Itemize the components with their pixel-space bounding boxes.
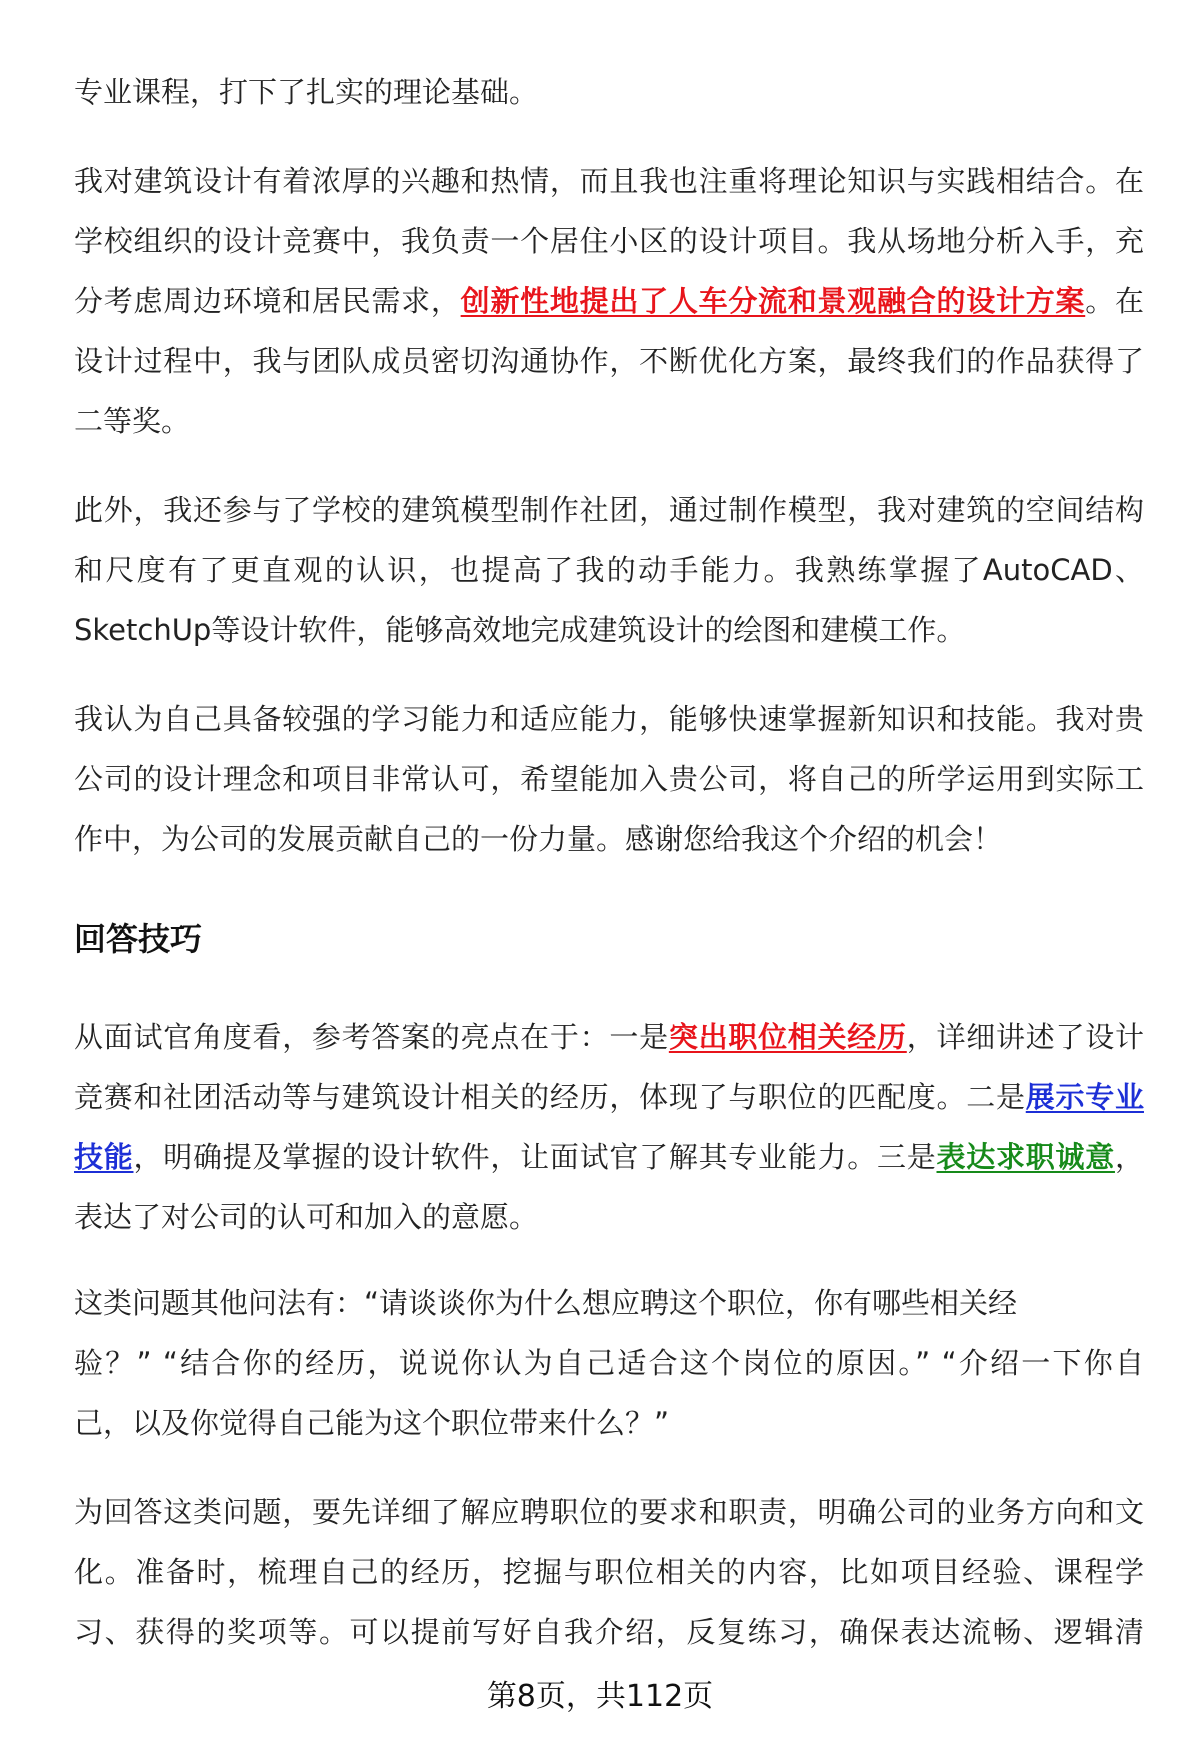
text-line: [74, 1273, 1144, 1333]
text-line: [74, 151, 1144, 211]
body-text: 这类问题其他问法有：“请谈谈你为什么想应聘这个职位，你有哪些相关经: [74, 1286, 1018, 1320]
text-line: [74, 540, 1144, 600]
body-text: 公司的设计理念和项目非常认可，希望能加入贵公司，将自己的所学运用到实际工: [74, 762, 1144, 796]
body-text: 学校组织的设计竞赛中，我负责一个居住小区的设计项目。我从场地分析入手，充: [74, 224, 1144, 258]
body-text: 己，以及你觉得自己能为这个职位带来什么？”: [74, 1406, 670, 1440]
highlighted-text: 创新性地提出了人车分流和景观融合的设计方案: [460, 284, 1086, 318]
paragraph: [74, 62, 1144, 122]
body-text: SketchUp等设计软件，能够高效地完成建筑设计的绘图和建模工作。: [74, 613, 966, 647]
text-line: [74, 809, 1144, 869]
section-heading: 回答技巧: [74, 920, 203, 958]
text-line: [74, 1007, 1144, 1067]
body-text: 和尺度有了更直观的认识，也提高了我的动手能力。我熟练掌握了AutoCAD、: [74, 553, 1144, 587]
text-line: [74, 331, 1144, 391]
text-line: [74, 1067, 1144, 1127]
body-text: 设计过程中，我与团队成员密切沟通协作，不断优化方案，最终我们的作品获得了: [74, 344, 1144, 378]
body-text: ，明确提及掌握的设计软件，让面试官了解其专业能力。三是: [133, 1140, 937, 1174]
text-line: [74, 391, 1144, 451]
body-text: 作中，为公司的发展贡献自己的一份力量。感谢您给我这个介绍的机会！: [74, 822, 1003, 856]
body-text: 习、获得的奖项等。可以提前写好自我介绍，反复练习，确保表达流畅、逻辑清: [74, 1615, 1144, 1649]
text-line: [74, 1393, 1144, 1453]
body-text: ，详细讲述了设计: [906, 1020, 1144, 1054]
text-line: [74, 749, 1144, 809]
body-text: 验？” “结合你的经历，说说你认为自己适合这个岗位的原因。” “介绍一下你自: [74, 1346, 1144, 1380]
text-line: [74, 211, 1144, 271]
text-line: [74, 480, 1144, 540]
body-text: 为回答这类问题，要先详细了解应聘职位的要求和职责，明确公司的业务方向和文: [74, 1495, 1144, 1529]
body-text: 表达了对公司的认可和加入的意愿。: [74, 1200, 539, 1234]
paragraph: [74, 1007, 1144, 1247]
highlighted-text: 表达求职诚意: [936, 1140, 1115, 1174]
body-text: 此外，我还参与了学校的建筑模型制作社团，通过制作模型，我对建筑的空间结构: [74, 493, 1144, 527]
highlighted-text: 技能: [74, 1140, 134, 1174]
highlighted-text: 突出职位相关经历: [668, 1020, 907, 1054]
paragraph: [74, 1273, 1144, 1453]
text-line: [74, 1602, 1144, 1662]
text-line: [74, 1482, 1144, 1542]
paragraph: [74, 1482, 1144, 1662]
text-line: [74, 1127, 1144, 1187]
body-text: 二等奖。: [74, 404, 191, 438]
text-line: [74, 271, 1144, 331]
paragraph: [74, 151, 1144, 451]
text-line: [74, 62, 1144, 122]
body-text: 化。准备时，梳理自己的经历，挖掘与职位相关的内容，比如项目经验、课程学: [74, 1555, 1144, 1589]
text-line: [74, 1542, 1144, 1602]
body-text: 我认为自己具备较强的学习能力和适应能力，能够快速掌握新知识和技能。我对贵: [74, 702, 1144, 736]
body-text: 。在: [1085, 284, 1144, 318]
body-text: ，: [1114, 1140, 1144, 1174]
text-line: [74, 1187, 1144, 1247]
text-line: [74, 689, 1144, 749]
body-text: 竞赛和社团活动等与建筑设计相关的经历，体现了与职位的匹配度。二是: [74, 1080, 1026, 1114]
page-number: 第8页，共112页: [486, 1679, 714, 1714]
highlighted-text: 展示专业: [1025, 1080, 1144, 1114]
body-text: 分考虑周边环境和居民需求，: [74, 284, 461, 318]
body-text: 我对建筑设计有着浓厚的兴趣和热情，而且我也注重将理论知识与实践相结合。在: [74, 164, 1144, 198]
body-text: 专业课程，打下了扎实的理论基础。: [74, 75, 539, 109]
paragraph: [74, 689, 1144, 869]
body-text: 从面试官角度看，参考答案的亮点在于：一是: [74, 1020, 669, 1054]
paragraph: [74, 480, 1144, 660]
text-line: [74, 600, 1144, 660]
text-line: [74, 1333, 1144, 1393]
